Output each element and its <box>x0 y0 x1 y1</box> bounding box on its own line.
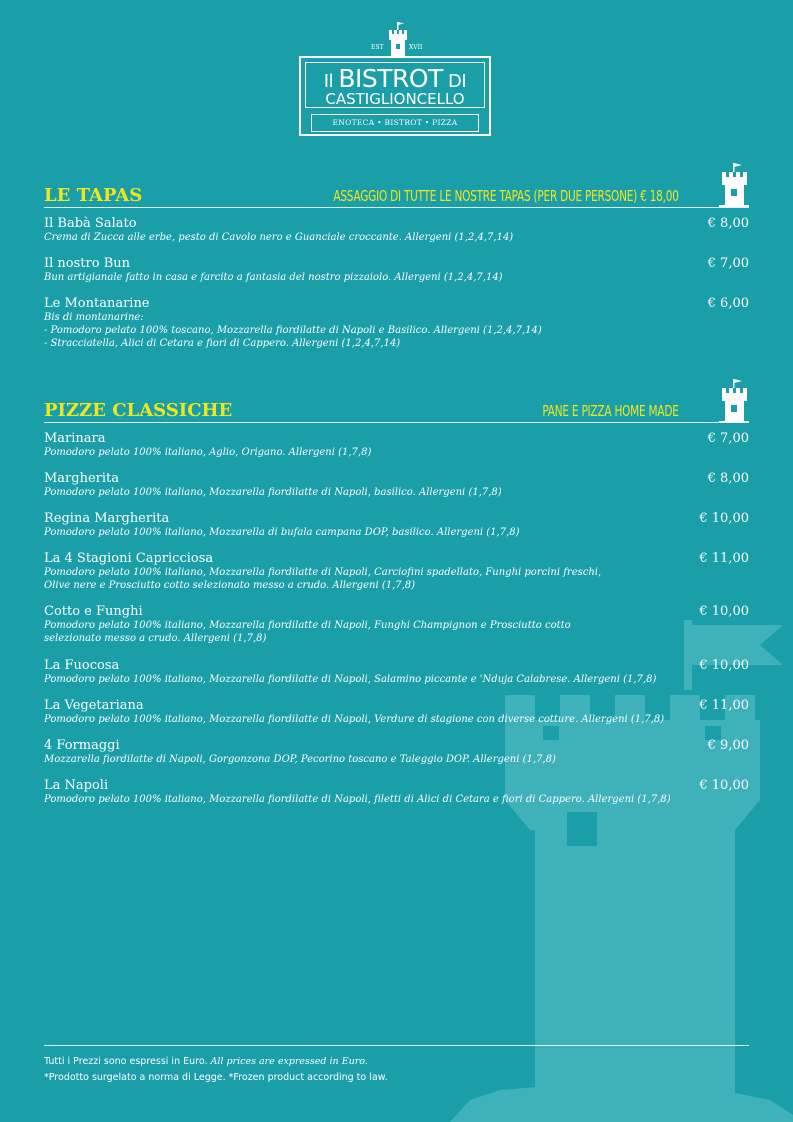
menu-item <box>44 658 749 686</box>
divider <box>44 207 749 208</box>
menu-item-price: € 10,00 <box>699 511 749 526</box>
menu-item-price: € 9,00 <box>707 738 749 753</box>
pizze-note: PANE E PIZZA HOME MADE <box>542 402 679 420</box>
menu-item-description: - Pomodoro pelato 100% toscano, Mozzarella fiordilatte di Napoli e Basilico. Allergeni (1,2,4,7,14) <box>44 325 542 336</box>
menu-item-price: € 10,00 <box>699 658 749 673</box>
menu-item <box>44 698 749 726</box>
menu-item <box>44 511 749 539</box>
menu-item-description: Olive nere e Prosciutto cotto selezionato messo a crudo. Allergeni (1,7,8) <box>44 580 416 591</box>
menu-item-description: Bis di montanarine: <box>44 312 144 323</box>
menu-item-price: € 6,00 <box>707 296 749 311</box>
logo-frame <box>299 56 491 136</box>
menu-item <box>44 604 749 645</box>
footer <box>44 1045 749 1086</box>
menu-item-description: Pomodoro pelato 100% italiano, Mozzarella fiordilatte di Napoli, Carciofini spadellato, Funghi porcini freschi, <box>44 567 602 578</box>
menu-item <box>44 551 749 592</box>
menu-item-price: € 11,00 <box>699 551 749 566</box>
menu-item-description: Pomodoro pelato 100% italiano, Aglio, Origano. Allergeni (1,7,8) <box>44 447 372 458</box>
tapas-note: ASSAGGIO DI TUTTE LE NOSTRE TAPAS (PER DUE PERSONE) € 18,00 <box>333 187 679 205</box>
menu-item <box>44 431 749 459</box>
menu-item-name: La Napoli <box>44 778 109 793</box>
divider <box>44 1045 749 1046</box>
menu-item-name: La Vegetariana <box>44 698 144 713</box>
menu-item-name: Le Montanarine <box>44 296 150 311</box>
menu-item-description: Mozzarella fiordilatte di Napoli, Gorgonzona DOP, Pecorino toscano e Taleggio DOP. Allergeni (1,7,8) <box>44 754 556 765</box>
logo-year: XVII <box>409 44 423 51</box>
menu-item <box>44 471 749 499</box>
menu-item-name: 4 Formaggi <box>44 738 120 753</box>
logo-title: Il BISTROT DI <box>323 64 467 93</box>
menu-item-description: Pomodoro pelato 100% italiano, Mozzarella di bufala campana DOP, basilico. Allergeni (1,7,8) <box>44 527 520 538</box>
menu-item-description: Pomodoro pelato 100% italiano, Mozzarella fiordilatte di Napoli, Verdure di stagione con diverse cotture. Allergeni (1,7,8) <box>44 714 665 725</box>
menu-item-name: Regina Margherita <box>44 511 170 526</box>
menu-item-description: Pomodoro pelato 100% italiano, Mozzarella fiordilatte di Napoli, filetti di Alici di Cetara e fiori di Cappero. Allergeni (1,7,8) <box>44 794 671 805</box>
menu-item-description: selezionato messo a crudo. Allergeni (1,7,8) <box>44 633 267 644</box>
menu-item-description: Pomodoro pelato 100% italiano, Mozzarella fiordilatte di Napoli, basilico. Allergeni (1,7,8) <box>44 487 502 498</box>
footer-frozen-note: *Prodotto surgelato a norma di Legge. *Frozen product according to law. <box>44 1072 388 1083</box>
menu-item-name: La Fuocosa <box>44 658 120 673</box>
menu-item <box>44 778 749 806</box>
tower-icon <box>719 163 749 207</box>
logo-tagline: ENOTECA • BISTROT • PIZZA <box>311 114 479 132</box>
menu-item-price: € 7,00 <box>707 256 749 271</box>
menu-item <box>44 256 749 284</box>
menu-item <box>44 296 749 350</box>
section-title-tapas: LE TAPAS <box>44 185 143 206</box>
menu-item-name: Margherita <box>44 471 120 486</box>
menu-item-name: Il nostro Bun <box>44 256 130 271</box>
section-title-pizze: PIZZE CLASSICHE <box>44 400 233 421</box>
menu-item-price: € 10,00 <box>699 604 749 619</box>
menu-item-name: Marinara <box>44 431 106 446</box>
logo-est: EST <box>371 44 384 51</box>
logo-subtitle: CASTIGLIONCELLO <box>325 90 465 108</box>
menu-item-price: € 10,00 <box>699 778 749 793</box>
menu-item-description: Crema di Zucca alle erbe, pesto di Cavolo nero e Guanciale croccante. Allergeni (1,2,4,7,14) <box>44 232 514 243</box>
tower-icon <box>719 379 749 423</box>
footer-prices-note: Tutti i Prezzi sono espressi in Euro. All prices are expressed in Euro. <box>44 1056 368 1067</box>
menu-item-price: € 11,00 <box>699 698 749 713</box>
menu-item-price: € 7,00 <box>707 431 749 446</box>
menu-item-price: € 8,00 <box>707 471 749 486</box>
menu-item-name: Cotto e Funghi <box>44 604 143 619</box>
menu-item <box>44 216 749 244</box>
menu-item-description: Bun artigianale fatto in casa e farcito a fantasia del nostro pizzaiolo. Allergeni (1,2,4,7,14) <box>44 272 503 283</box>
menu-item-name: Il Babà Salato <box>44 216 137 231</box>
logo-tower-icon <box>387 22 409 58</box>
menu-item-description: Pomodoro pelato 100% italiano, Mozzarella fiordilatte di Napoli, Funghi Champignon e Prosciutto cotto <box>44 620 571 631</box>
menu-item-description: - Stracciatella, Alici di Cetara e fiori di Cappero. Allergeni (1,2,4,7,14) <box>44 338 401 349</box>
brand-logo <box>299 22 495 142</box>
pizze-section-header <box>44 393 749 423</box>
divider <box>44 422 749 423</box>
menu-item <box>44 738 749 766</box>
menu-item-description: Pomodoro pelato 100% italiano, Mozzarella fiordilatte di Napoli, Salamino piccante e 'Nduja Calabrese. Allergeni (1,7,8) <box>44 674 657 685</box>
menu-item-price: € 8,00 <box>707 216 749 231</box>
tapas-section-header <box>44 178 749 208</box>
menu-item-name: La 4 Stagioni Capricciosa <box>44 551 214 566</box>
